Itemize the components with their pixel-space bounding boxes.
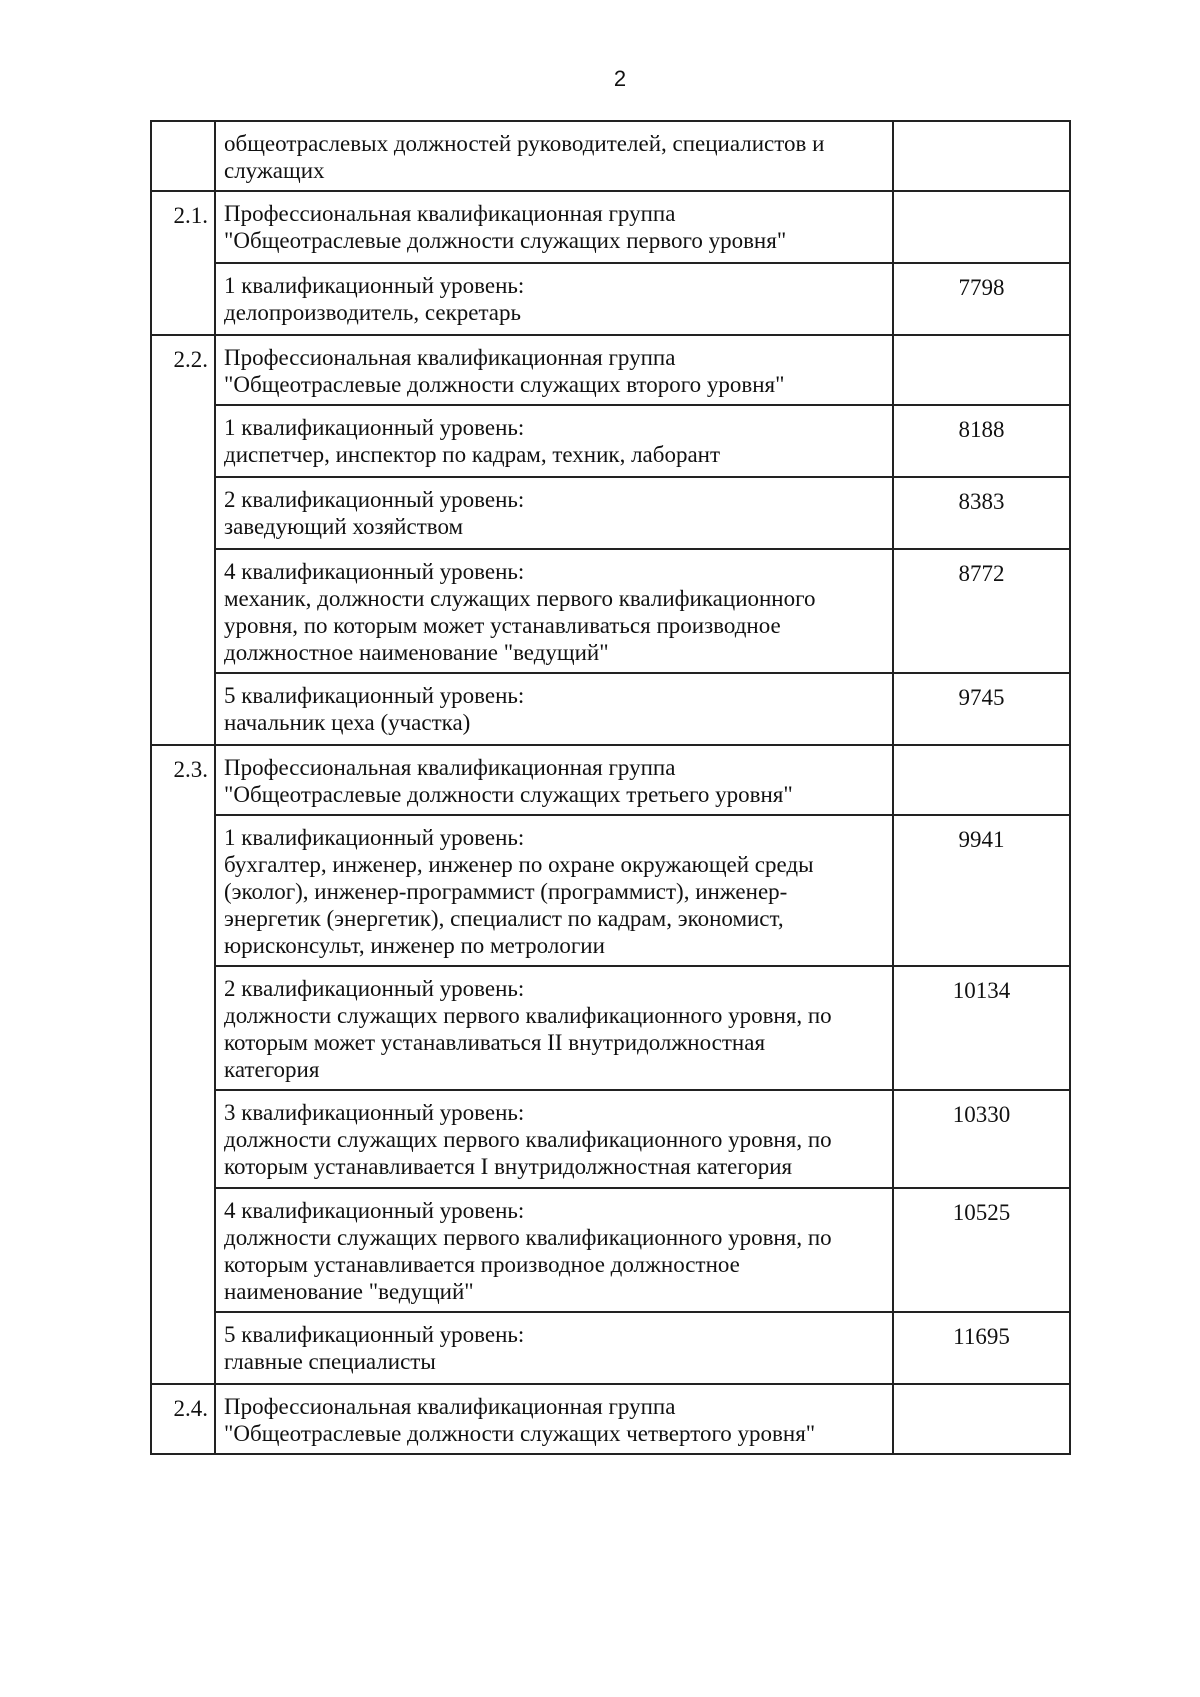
description-line: заведующий хозяйством	[224, 514, 464, 539]
table-row	[151, 1188, 1070, 1312]
description-line: юрисконсульт, инженер по метрологии	[224, 933, 605, 958]
description-line: "Общеотраслевые должности служащих первого уровня"	[224, 228, 787, 253]
row-value: 8772	[893, 549, 1070, 673]
description-line: должности служащих первого квалификационного уровня, по	[224, 1003, 832, 1028]
description-line: должностное наименование "ведущий"	[224, 640, 609, 665]
row-description	[215, 745, 893, 815]
description-line: 5 квалификационный уровень:	[224, 1322, 525, 1347]
description-line: 1 квалификационный уровень:	[224, 825, 525, 850]
page-number: 2	[613, 66, 627, 91]
row-value: 9745	[893, 673, 1070, 745]
description-line: 1 квалификационный уровень:	[224, 273, 525, 298]
table-row	[151, 263, 1070, 335]
description-line: которым устанавливается I внутридолжностная категория	[224, 1154, 793, 1179]
description-line: должности служащих первого квалификационного уровня, по	[224, 1127, 832, 1152]
description-line: "Общеотраслевые должности служащих третьего уровня"	[224, 782, 793, 807]
row-number: 2.4.	[151, 1384, 215, 1454]
table-row	[151, 745, 1070, 815]
description-line: начальник цеха (участка)	[224, 710, 471, 735]
row-description	[215, 477, 893, 549]
table-row	[151, 405, 1070, 477]
table-row	[151, 1090, 1070, 1188]
description-line: должности служащих первого квалификационного уровня, по	[224, 1225, 832, 1250]
salary-table	[150, 120, 1071, 1455]
row-description	[215, 966, 893, 1090]
description-line: 4 квалификационный уровень:	[224, 559, 525, 584]
description-line: которым может устанавливаться II внутридолжностная	[224, 1030, 766, 1055]
row-value: 8188	[893, 405, 1070, 477]
description-line: 5 квалификационный уровень:	[224, 683, 525, 708]
row-value: 10525	[893, 1188, 1070, 1312]
row-number	[151, 121, 215, 191]
row-description	[215, 1090, 893, 1188]
row-description	[215, 815, 893, 966]
row-number: 2.1.	[151, 191, 215, 335]
description-line: Профессиональная квалификационная группа	[224, 755, 676, 780]
row-value	[893, 335, 1070, 405]
table-row	[151, 191, 1070, 263]
description-line: главные специалисты	[224, 1349, 436, 1374]
table-row	[151, 477, 1070, 549]
table-row	[151, 966, 1070, 1090]
description-line: "Общеотраслевые должности служащих второго уровня"	[224, 372, 785, 397]
table-row	[151, 673, 1070, 745]
description-line: диспетчер, инспектор по кадрам, техник, лаборант	[224, 442, 721, 467]
description-line: "Общеотраслевые должности служащих четвертого уровня"	[224, 1421, 816, 1446]
description-line: Профессиональная квалификационная группа	[224, 201, 676, 226]
table-row	[151, 121, 1070, 191]
description-line: бухгалтер, инженер, инженер по охране окружающей среды	[224, 852, 814, 877]
row-value: 10330	[893, 1090, 1070, 1188]
description-line: общеотраслевых должностей руководителей, специалистов и	[224, 131, 825, 156]
description-line: 2 квалификационный уровень:	[224, 976, 525, 1001]
table-body	[151, 121, 1070, 1454]
row-number: 2.2.	[151, 335, 215, 745]
description-line: наименование "ведущий"	[224, 1279, 474, 1304]
row-description	[215, 549, 893, 673]
description-line: служащих	[224, 158, 325, 183]
table-row	[151, 1312, 1070, 1384]
row-description	[215, 121, 893, 191]
row-value: 8383	[893, 477, 1070, 549]
description-line: 4 квалификационный уровень:	[224, 1198, 525, 1223]
row-description	[215, 405, 893, 477]
row-description	[215, 263, 893, 335]
row-value	[893, 121, 1070, 191]
row-number: 2.3.	[151, 745, 215, 1384]
row-description	[215, 1312, 893, 1384]
table-row	[151, 549, 1070, 673]
row-value	[893, 1384, 1070, 1454]
description-line: которым устанавливается производное должностное	[224, 1252, 740, 1277]
description-line: 1 квалификационный уровень:	[224, 415, 525, 440]
description-line: делопроизводитель, секретарь	[224, 300, 521, 325]
description-line: механик, должности служащих первого квалификационного	[224, 586, 816, 611]
row-description	[215, 191, 893, 263]
row-description	[215, 673, 893, 745]
description-line: категория	[224, 1057, 320, 1082]
row-description	[215, 1384, 893, 1454]
description-line: энергетик (энергетик), специалист по кадрам, экономист,	[224, 906, 784, 931]
row-value	[893, 191, 1070, 263]
description-line: уровня, по которым может устанавливаться производное	[224, 613, 781, 638]
description-line: Профессиональная квалификационная группа	[224, 345, 676, 370]
description-line: 2 квалификационный уровень:	[224, 487, 525, 512]
row-description	[215, 1188, 893, 1312]
row-value: 9941	[893, 815, 1070, 966]
description-line: 3 квалификационный уровень:	[224, 1100, 525, 1125]
description-line: Профессиональная квалификационная группа	[224, 1394, 676, 1419]
table-row	[151, 1384, 1070, 1454]
row-value: 11695	[893, 1312, 1070, 1384]
row-value	[893, 745, 1070, 815]
row-value: 7798	[893, 263, 1070, 335]
table-row	[151, 335, 1070, 405]
table-row	[151, 815, 1070, 966]
description-line: (эколог), инженер-программист (программист), инженер-	[224, 879, 788, 904]
row-description	[215, 335, 893, 405]
row-value: 10134	[893, 966, 1070, 1090]
